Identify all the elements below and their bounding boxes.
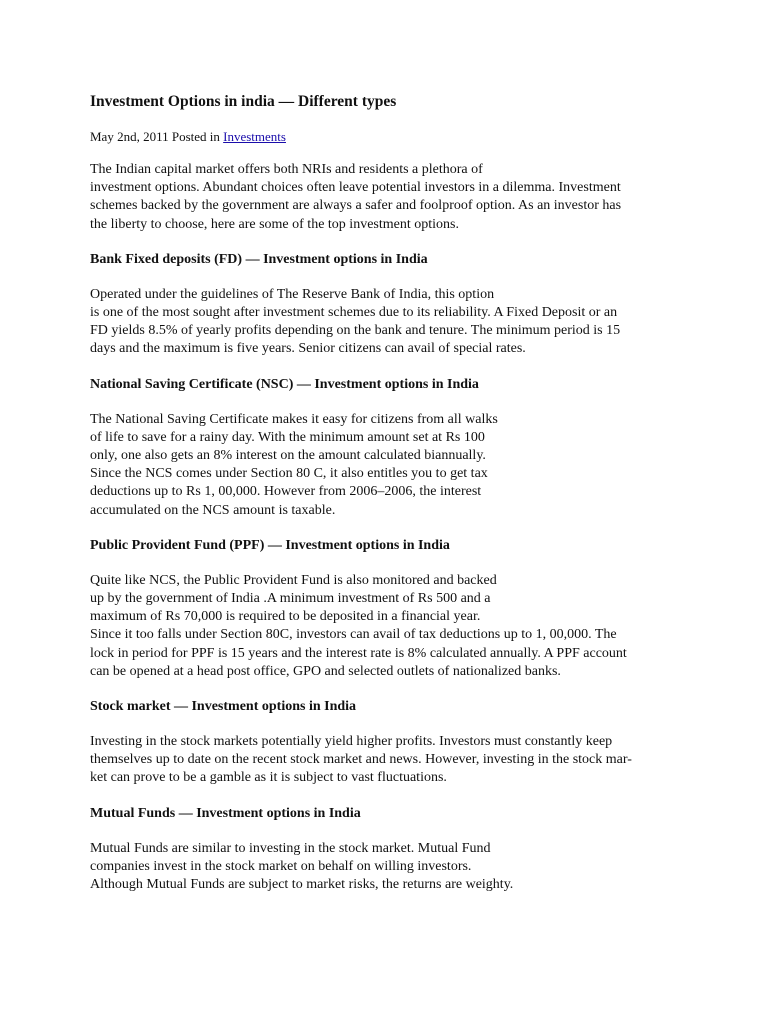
paragraph-line: Although Mutual Funds are subject to market risks, the returns are weighty. bbox=[90, 877, 514, 893]
paragraph-line: can be opened at a head post office, GPO and selected outlets of nationalized banks. bbox=[90, 663, 561, 679]
section-heading-ppf: Public Provident Fund (PPF) — Investment options in India bbox=[90, 537, 450, 553]
section-heading-mutual-funds: Mutual Funds — Investment options in India bbox=[90, 805, 361, 821]
section-body-stock-market bbox=[90, 733, 690, 788]
paragraph-line: schemes backed by the government are always a safer and foolproof option. As an investor has bbox=[90, 198, 622, 214]
page-title: Investment Options in india — Different types bbox=[90, 93, 397, 110]
paragraph-line: companies invest in the stock market on behalf on willing investors. bbox=[90, 858, 472, 874]
paragraph-line: accumulated on the NCS amount is taxable. bbox=[90, 502, 336, 518]
paragraph-line: up by the government of India .A minimum investment of Rs 500 and a bbox=[90, 591, 491, 607]
paragraph-line: The Indian capital market offers both NRIs and residents a plethora of bbox=[90, 162, 483, 177]
paragraph-line: FD yields 8.5% of yearly profits depending on the bank and tenure. The minimum period is 15 bbox=[90, 323, 621, 339]
intro-paragraph bbox=[90, 161, 690, 234]
post-date: May 2nd, 2011 Posted in bbox=[90, 129, 224, 144]
paragraph-line: investment options. Abundant choices often leave potential investors in a dilemma. Investment bbox=[90, 180, 621, 196]
article bbox=[90, 92, 690, 894]
section-body-nsc bbox=[90, 411, 690, 520]
paragraph-line: Since the NCS comes under Section 80 C, it also entitles you to get tax bbox=[90, 466, 488, 482]
paragraph-line: is one of the most sought after investment schemes due to its reliability. A Fixed Deposit or an bbox=[90, 305, 618, 321]
paragraph-line: Since it too falls under Section 80C, investors can avail of tax deductions up to 1, 00,000. The bbox=[90, 627, 617, 643]
section-heading-fd: Bank Fixed deposits (FD) — Investment options in India bbox=[90, 251, 428, 267]
paragraph-line: Quite like NCS, the Public Provident Fund is also monitored and backed bbox=[90, 572, 497, 588]
paragraph-line: maximum of Rs 70,000 is required to be deposited in a financial year. bbox=[90, 609, 481, 625]
paragraph-line: Investing in the stock markets potentially yield higher profits. Investors must constantly keep bbox=[90, 734, 613, 750]
paragraph-line: days and the maximum is five years. Senior citizens can avail of special rates. bbox=[90, 341, 526, 357]
section-body-fd bbox=[90, 286, 690, 359]
section-body-mutual-funds bbox=[90, 840, 690, 895]
category-link-investments[interactable]: Investments bbox=[223, 129, 286, 144]
paragraph-line: Operated under the guidelines of The Reserve Bank of India, this option bbox=[90, 286, 495, 302]
post-meta bbox=[90, 129, 690, 145]
section-body-ppf bbox=[90, 572, 690, 681]
paragraph-line: only, one also gets an 8% interest on the amount calculated biannually. bbox=[90, 448, 486, 464]
paragraph-line: themselves up to date on the recent stock market and news. However, investing in the stock mar- bbox=[90, 752, 632, 768]
paragraph-line: ket can prove to be a gamble as it is subject to vast fluctuations. bbox=[90, 770, 447, 786]
paragraph-line: the liberty to choose, here are some of the top investment options. bbox=[90, 216, 459, 232]
paragraph-line: The National Saving Certificate makes it easy for citizens from all walks bbox=[90, 411, 498, 427]
section-heading-stock-market: Stock market — Investment options in India bbox=[90, 699, 357, 715]
paragraph-line: Mutual Funds are similar to investing in the stock market. Mutual Fund bbox=[90, 840, 491, 856]
paragraph-line: of life to save for a rainy day. With the minimum amount set at Rs 100 bbox=[90, 429, 485, 445]
paragraph-line: deductions up to Rs 1, 00,000. However from 2006–2006, the interest bbox=[90, 484, 482, 500]
paragraph-line: lock in period for PPF is 15 years and the interest rate is 8% calculated annually. A PPF account bbox=[90, 645, 627, 661]
section-heading-nsc: National Saving Certificate (NSC) — Investment options in India bbox=[90, 376, 479, 392]
